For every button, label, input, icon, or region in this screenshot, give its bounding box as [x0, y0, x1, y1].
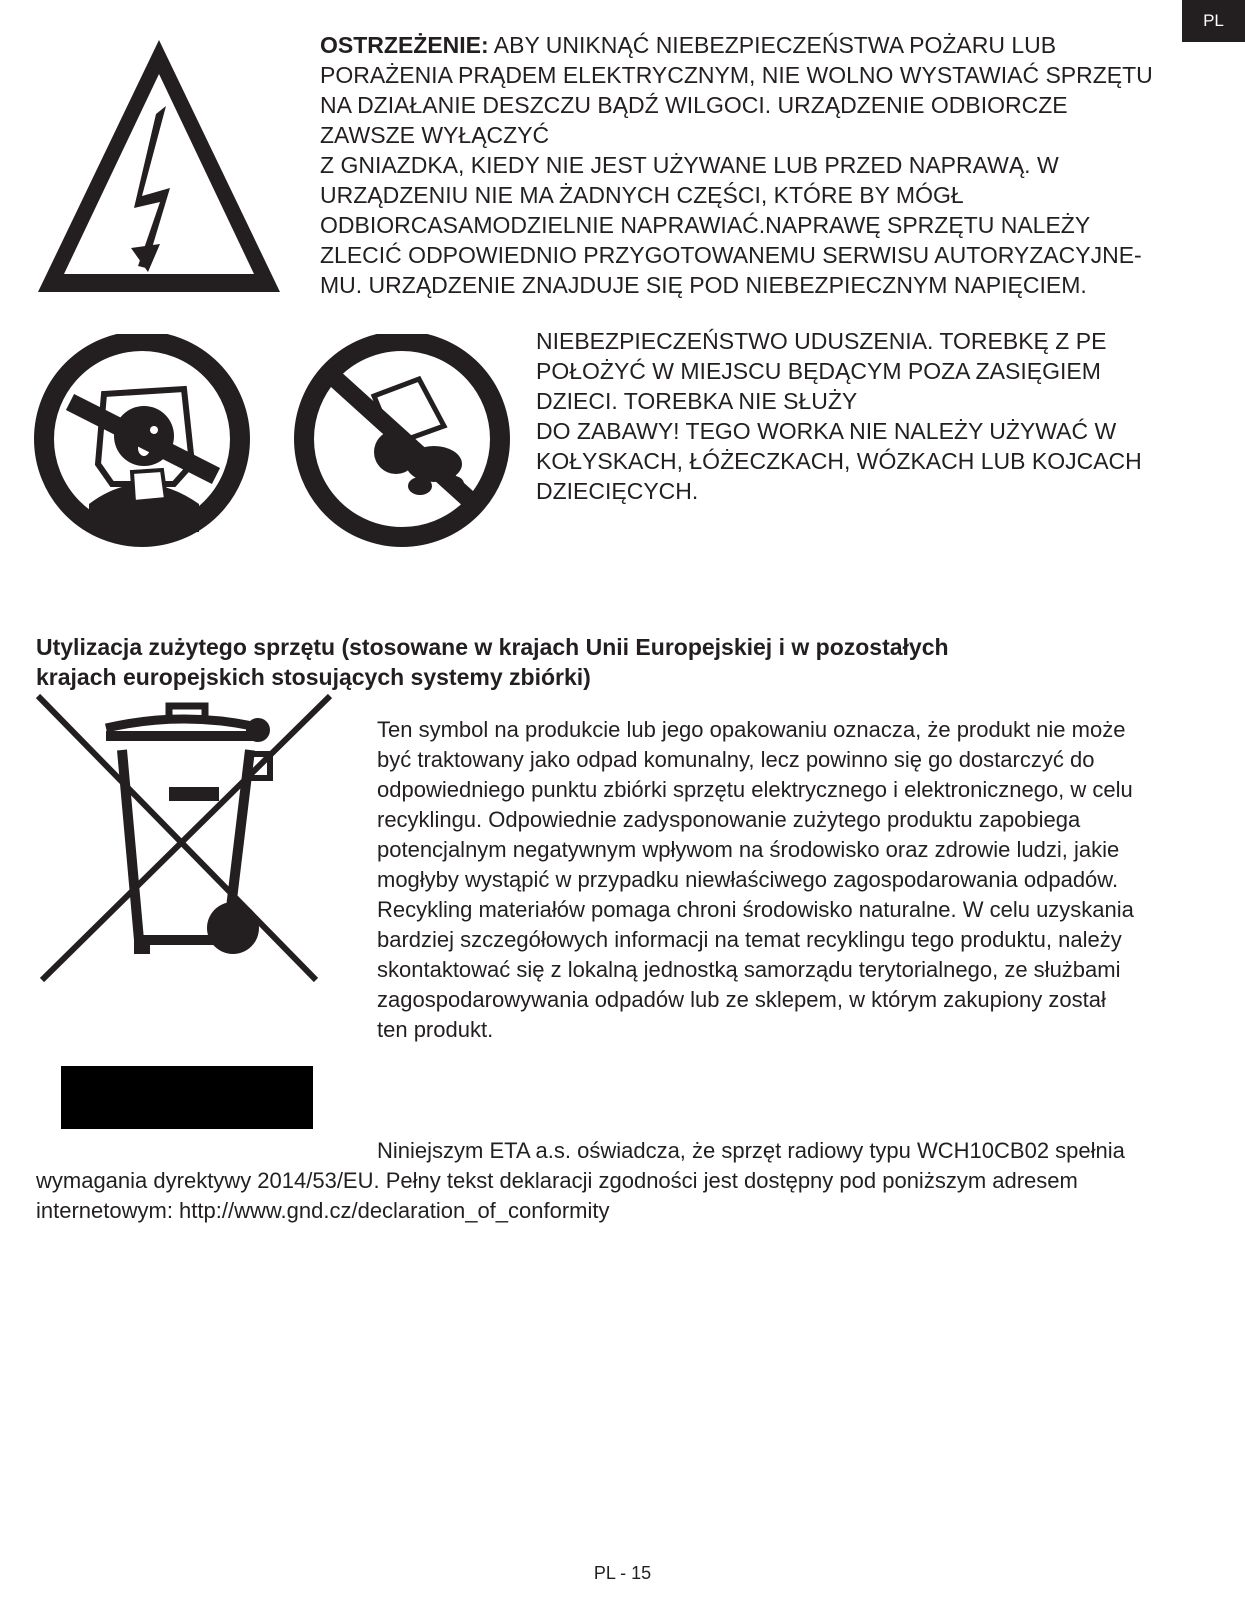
disposal-heading: Utylizacja zużytego sprzętu (stosowane w krajach Unii Europejskiej i w pozostałych krajach europejskich stosujących systemy zbiórki) [36, 634, 949, 690]
suffocation-icons [34, 334, 534, 564]
language-tab: PL [1182, 0, 1245, 42]
warning-body: ABY UNIKNĄĆ NIEBEZPIECZEŃSTWA POŻARU LUB PORAŻENIA PRĄDEM ELEKTRYCZNYM, NIE WOLNO WYSTAWIAĆ SPRZĘTU NA DZIAŁANIE DESZCZU BĄDŹ WILGOCI. URZĄDZENIE ODBIORCZE ZAWSZE WYŁĄCZYĆ Z GNIAZDKA, KIEDY NIE JEST UŻYWANE LUB PRZED NAPRAWĄ. W URZĄDZENIU NIE MA ŻADNYCH CZĘŚCI, KTÓRE BY MÓGŁ ODBIORCASAMODZIELNIE NAPRAWIAĆ.NAPRAWĘ SPRZĘTU NALEŻY ZLECIĆ ODPOWIEDNIO PRZYGOTOWANEMU SERWISU AUTORYZACYJNE- MU. URZĄDZENIE ZNAJDUJE SIĘ POD NIEBEZPIECZNYM NAPIĘCIEM. [320, 32, 1153, 298]
declaration-of-conformity-text: Niniejszym ETA a.s. oświadcza, że sprzęt radiowy typu WCH10CB02 spełnia wymagania dyrektywy 2014/53/EU. Pełny tekst deklaracji zgodności jest dostępny pod poniższym adresem internetowym: http://www.gnd.cz/declaration_of_conformity [36, 1138, 1125, 1223]
redaction-bar [61, 1066, 313, 1129]
warning-lead: OSTRZEŻENIE: [320, 32, 489, 58]
no-bag-in-crib-icon [304, 341, 500, 537]
disposal-body-text: Ten symbol na produkcie lub jego opakowaniu oznacza, że produkt nie może być traktowany jako odpad komunalny, lecz powinno się go dostarczyć do odpowiedniego punktu zbiórki sprzętu elektrycznego i elektronicznego, w celu recyklingu. Odpowiednie zadysponowanie zużytego produktu zapobiega potencjalnym negatywnym wpływom na środowisko oraz zdrowie ludzi, jakie mogłyby wystąpić w przypadku niewłaściwego zagospodarowania odpadów. Recykling materiałów pomaga chroni środowisko naturalne. W celu uzyskania bardziej szczegółowych informacji na temat recyklingu tego produktu, należy skontaktować się z lokalną jednostką samorządu terytorialnego, ze służbami zagospodarowywania odpadów lub ze sklepem, w którym zakupiony został ten produkt. [377, 717, 1134, 1042]
no-bag-over-head-icon [44, 341, 240, 537]
crossed-out-wheelie-bin-icon [34, 692, 344, 1010]
suffocation-warning-text: NIEBEZPIECZEŃSTWO UDUSZENIA. TOREBKĘ Z PE POŁOŻYĆ W MIEJSCU BĘDĄCYM POZA ZASIĘGIEM DZIECI. TOREBKA NIE SŁUŻY DO ZABAWY! TEGO WORKA NIE NALEŻY UŻYWAĆ W KOŁYSKACH, ŁÓŻECZKACH, WÓZKACH LUB KOJCACH DZIECIĘCYCH. [536, 328, 1142, 504]
page-number: PL - 15 [593, 1563, 652, 1583]
high-voltage-warning-icon [34, 36, 284, 298]
warning-text [320, 30, 1220, 300]
